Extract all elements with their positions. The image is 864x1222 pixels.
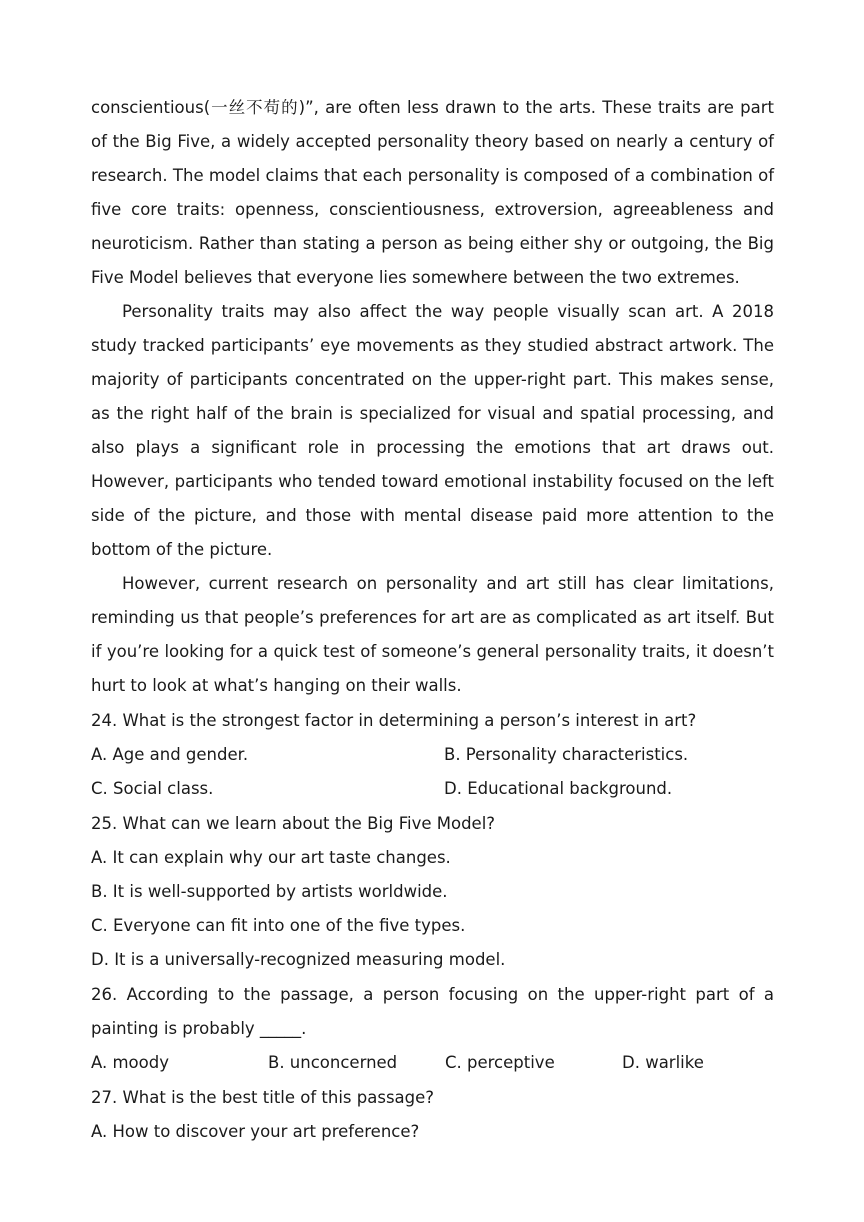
options-grid bbox=[91, 738, 774, 806]
option-d: D. warlike bbox=[622, 1053, 704, 1072]
option-a: A. How to discover your art preference? bbox=[91, 1122, 420, 1141]
question-stem: 27. What is the best title of this passage? bbox=[91, 1088, 435, 1107]
options-row bbox=[91, 1046, 774, 1080]
passage-paragraph: However, current research on personality and art still has clear limitations, reminding us that people’s preferences for art are as complicated as art itself. But if you’re looking for a quick test of someone’s general personality traits, it doesn’t hurt to look at what’s hanging on their walls. bbox=[91, 574, 774, 695]
option-a: A. Age and gender. bbox=[91, 745, 249, 764]
option-b: B. unconcerned bbox=[268, 1053, 398, 1072]
option-b: B. Personality characteristics. bbox=[444, 745, 689, 764]
option-a: A. moody bbox=[91, 1053, 169, 1072]
question-stem: 26. According to the passage, a person focusing on the upper-right part of a painting is probably _____. bbox=[91, 985, 774, 1038]
document-page bbox=[91, 91, 774, 1149]
question-stem: 25. What can we learn about the Big Five Model? bbox=[91, 814, 496, 833]
question-stem: 24. What is the strongest factor in determining a person’s interest in art? bbox=[91, 711, 697, 730]
option-d: D. Educational background. bbox=[444, 779, 673, 798]
question-27 bbox=[91, 1081, 774, 1149]
option-c: C. Social class. bbox=[91, 779, 214, 798]
option-d: D. It is a universally-recognized measuring model. bbox=[91, 950, 506, 969]
question-26 bbox=[91, 978, 774, 1080]
option-c: C. Everyone can fit into one of the five types. bbox=[91, 916, 466, 935]
option-c: C. perceptive bbox=[445, 1053, 555, 1072]
question-24 bbox=[91, 704, 774, 806]
option-b: B. It is well-supported by artists worldwide. bbox=[91, 882, 448, 901]
option-a: A. It can explain why our art taste changes. bbox=[91, 848, 451, 867]
passage-paragraph: Personality traits may also affect the way people visually scan art. A 2018 study tracked participants’ eye movements as they studied abstract artwork. The majority of participants concentrated on the upper-right part. This makes sense, as the right half of the brain is specialized for visual and spatial processing, and also plays a significant role in processing the emotions that art draws out. However, participants who tended toward emotional instability focused on the left side of the picture, and those with mental disease paid more attention to the bottom of the picture. bbox=[91, 302, 774, 559]
question-25 bbox=[91, 807, 774, 977]
passage-paragraph: conscientious(一丝不苟的)”, are often less drawn to the arts. These traits are part of the Big Five, a widely accepted personality theory based on nearly a century of research. The model claims that each personality is composed of a combination of five core traits: openness, conscientiousness, extroversion, agreeableness and neuroticism. Rather than stating a person as being either shy or outgoing, the Big Five Model believes that everyone lies somewhere between the two extremes. bbox=[91, 98, 774, 287]
